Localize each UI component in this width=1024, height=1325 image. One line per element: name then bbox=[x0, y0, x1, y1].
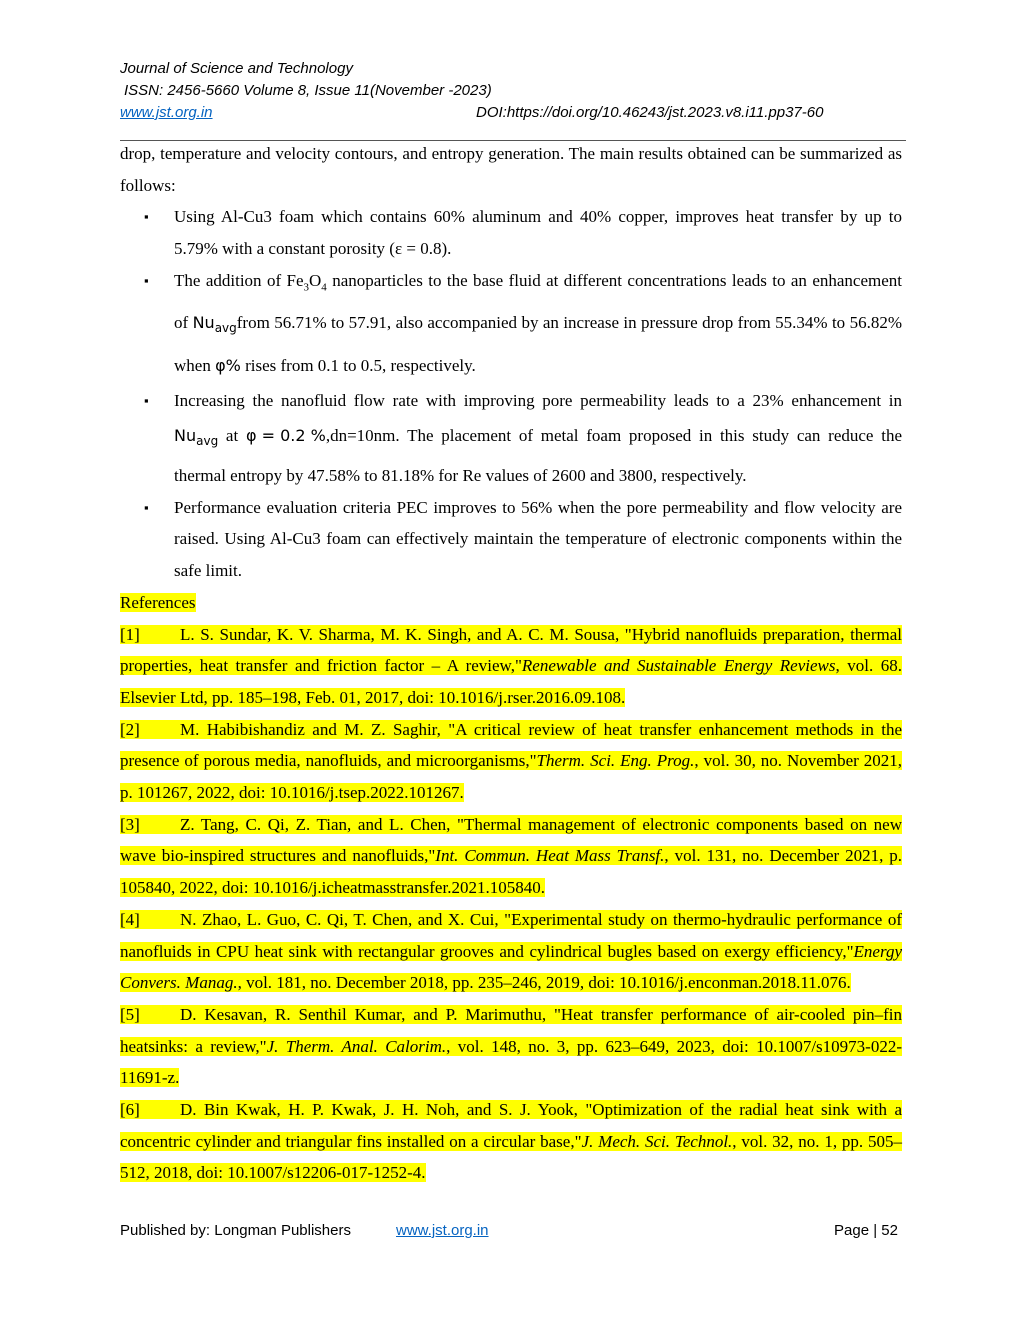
reference-journal: Energy Convers. Manag. bbox=[120, 941, 902, 993]
reference-item bbox=[120, 619, 902, 714]
issn-line: ISSN: 2456-5660 Volume 8, Issue 11(November -2023) bbox=[124, 82, 492, 99]
reference-authors-title: D. Kesavan, R. Senthil Kumar, and P. Marimuthu, "Heat transfer performance of air-cooled pin–fin heatsinks: a review," bbox=[120, 1004, 902, 1056]
reference-item bbox=[120, 999, 902, 1094]
reference-authors-title: N. Zhao, L. Guo, C. Qi, T. Chen, and X. Cui, "Experimental study on thermo-hydraulic performance of nanofluids in CPU heat sink with rectangular grooves and cylindrical bugles based on exergy efficiency," bbox=[120, 909, 902, 961]
header-doi: DOI:https://doi.org/10.46243/jst.2023.v8.i11.pp37-60 bbox=[476, 104, 824, 121]
page-footer bbox=[120, 1222, 906, 1244]
references-heading: References bbox=[120, 592, 196, 612]
reference-details: , vol. 131, no. December 2021, p. 105840, 2022, doi: 10.1016/j.icheatmasstransfer.2021.105840. bbox=[120, 846, 902, 898]
references-list bbox=[120, 619, 902, 1190]
reference-number: [3] bbox=[120, 814, 140, 834]
reference-details: , vol. 181, no. December 2018, pp. 235–246, 2019, doi: 10.1016/j.enconman.2018.11.076. bbox=[237, 973, 851, 993]
reference-number: [6] bbox=[120, 1100, 140, 1120]
bullet-text: Using Al-Cu3 foam which contains 60% aluminum and 40% copper, improves heat transfer by up to 5.79% with a constant porosity (ε = 0.8). bbox=[174, 207, 902, 259]
reference-number: [4] bbox=[120, 909, 140, 929]
journal-name: Journal of Science and Technology bbox=[120, 60, 353, 77]
reference-journal: Renewable and Sustainable Energy Reviews bbox=[521, 656, 836, 676]
list-item bbox=[120, 492, 902, 587]
page-body bbox=[120, 138, 902, 1189]
reference-item bbox=[120, 1094, 902, 1189]
reference-authors-title: Z. Tang, C. Qi, Z. Tian, and L. Chen, "Thermal management of electronic components based on new wave bio-inspired structures and nanofluids," bbox=[120, 814, 902, 866]
list-item bbox=[120, 201, 902, 264]
bullet-text: Increasing the nanofluid flow rate with improving pore permeability leads to a 23% enhancement in $Nu_{avg}$ at φ = 0.2 %,dn=10nm. The placement of metal foam proposed in this study can reduce the thermal entropy by 47.58% to 81.18% for Re values of 2600 and 3800, respectively. bbox=[174, 391, 902, 485]
math-phi-value: φ = 0.2 % bbox=[245, 425, 326, 445]
reference-journal: J. Therm. Anal. Calorim. bbox=[266, 1036, 447, 1056]
reference-item bbox=[120, 714, 902, 809]
list-item bbox=[120, 385, 902, 492]
math-nu-avg: $Nu_{avg}$ bbox=[174, 425, 219, 448]
footer-publisher: Published by: Longman Publishers bbox=[120, 1222, 351, 1239]
reference-details: , vol. 148, no. 3, pp. 623–649, 2023, doi: 10.1007/s10973-022-11691-z. bbox=[120, 1036, 902, 1088]
bullet-icon: ▪ bbox=[144, 272, 149, 288]
reference-number: [2] bbox=[120, 719, 140, 739]
reference-journal: Therm. Sci. Eng. Prog. bbox=[536, 751, 695, 771]
reference-details: , vol. 32, no. 1, pp. 505–512, 2018, doi: 10.1007/s12206-017-1252-4. bbox=[120, 1131, 902, 1183]
reference-journal: Int. Commun. Heat Mass Transf. bbox=[435, 846, 665, 866]
reference-authors-title: L. S. Sundar, K. V. Sharma, M. K. Singh, and A. C. M. Sousa, "Hybrid nanofluids preparation, thermal properties, heat transfer and friction factor – A review," bbox=[120, 624, 902, 676]
intro-paragraph: drop, temperature and velocity contours, and entropy generation. The main results obtained can be summarized as follows: bbox=[120, 144, 902, 195]
header-links bbox=[120, 102, 906, 124]
reference-journal: J. Mech. Sci. Technol. bbox=[581, 1131, 733, 1151]
list-item bbox=[120, 265, 902, 385]
reference-item bbox=[120, 809, 902, 904]
bullet-icon: ▪ bbox=[144, 209, 149, 225]
reference-details: , vol. 30, no. November 2021, p. 101267, 2022, doi: 10.1016/j.tsep.2022.101267. bbox=[120, 751, 902, 803]
reference-number: [1] bbox=[120, 624, 140, 644]
reference-details: , vol. 68. Elsevier Ltd, pp. 185–198, Feb. 01, 2017, doi: 10.1016/j.rser.2016.09.108. bbox=[120, 656, 902, 707]
page-header bbox=[120, 58, 906, 124]
math-phi-percent: φ% bbox=[215, 356, 241, 376]
header-website-link[interactable]: www.jst.org.in bbox=[120, 104, 213, 121]
reference-number: [5] bbox=[120, 1004, 140, 1024]
bullet-text: Performance evaluation criteria PEC improves to 56% when the pore permeability and flow velocity are raised. Using Al-Cu3 foam can effectively maintain the temperature of electronic components within the safe limit. bbox=[174, 497, 902, 581]
bullet-icon: ▪ bbox=[144, 499, 149, 515]
footer-website-link[interactable]: www.jst.org.in bbox=[396, 1222, 489, 1239]
bullet-text: The addition of $Fe_3O_4$ nanoparticles to the base fluid at different concentrations leads to an enhancement of $Nu_{avg}from$ 56.71% to 57.91, also accompanied by an increase in pressure drop from 55.34% to 56.82% when φ% rises from 0.1 to 0.5, respectively. bbox=[174, 271, 902, 375]
reference-authors-title: M. Habibishandiz and M. Z. Saghir, "A critical review of heat transfer enhancement methods in the presence of porous media, nanofluids, and microorganisms," bbox=[120, 719, 902, 771]
math-nu-avg: $Nu_{avg}$ bbox=[192, 312, 237, 336]
reference-item bbox=[120, 904, 902, 999]
bullet-icon: ▪ bbox=[144, 393, 149, 409]
reference-authors-title: D. Bin Kwak, H. P. Kwak, J. H. Noh, and S. J. Yook, "Optimization of the radial heat sink with a concentric cylinder and triangular fins installed on a circular base," bbox=[120, 1100, 902, 1151]
page-number: Page | 52 bbox=[834, 1222, 898, 1239]
results-list bbox=[120, 201, 902, 586]
